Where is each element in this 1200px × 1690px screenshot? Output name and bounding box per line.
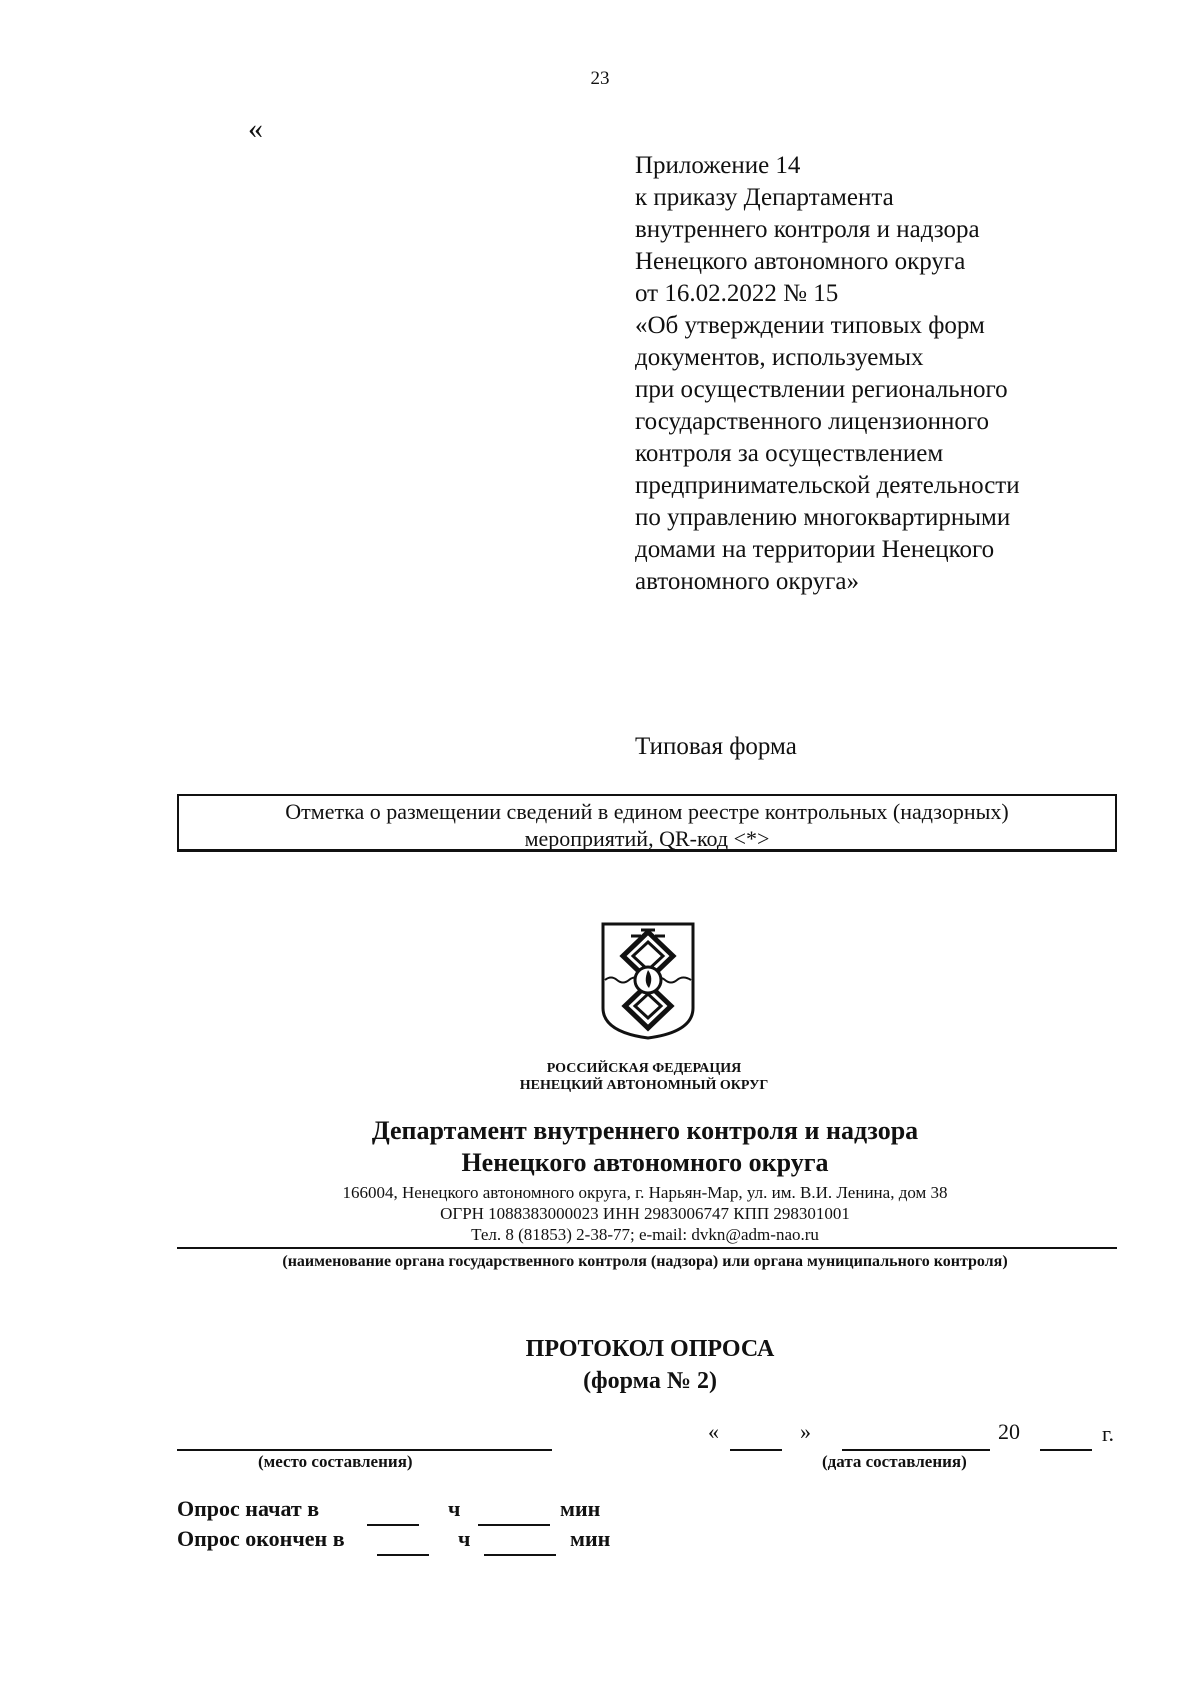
coat-of-arms-icon bbox=[601, 922, 695, 1040]
survey-start-hours-unit: ч bbox=[448, 1496, 461, 1521]
survey-start-label: Опрос начат в bbox=[177, 1496, 320, 1521]
region-name: НЕНЕЦКИЙ АВТОНОМНЫЙ ОКРУГ bbox=[519, 1078, 769, 1093]
department-title bbox=[0, 1115, 1200, 1179]
date-quote-close: » bbox=[800, 1419, 811, 1444]
date-year-field[interactable] bbox=[1040, 1449, 1092, 1451]
appendix-line: к приказу Департамента bbox=[635, 184, 894, 211]
appendix-line: от 16.02.2022 № 15 bbox=[635, 280, 839, 307]
department-line: Департамент внутреннего контроля и надзора bbox=[371, 1116, 919, 1145]
appendix-line: Приложение 14 bbox=[635, 152, 801, 179]
department-registration: ОГРН 1088383000023 ИНН 2983006747 КПП 298301001 bbox=[440, 1204, 850, 1223]
survey-start-minutes-field[interactable] bbox=[478, 1524, 550, 1526]
appendix-line: по управлению многоквартирными bbox=[635, 504, 1011, 531]
department-line: Ненецкого автономного округа bbox=[461, 1148, 829, 1177]
date-caption: (дата составления) bbox=[822, 1452, 967, 1471]
survey-start-hours-field[interactable] bbox=[367, 1524, 419, 1526]
survey-end-minutes-field[interactable] bbox=[484, 1554, 556, 1556]
qr-box-line: мероприятий, QR-код <*> bbox=[524, 826, 770, 851]
place-caption: (место составления) bbox=[258, 1452, 413, 1471]
date-day-field[interactable] bbox=[730, 1449, 782, 1451]
date-month-field[interactable] bbox=[842, 1449, 990, 1451]
date-quote-open: « bbox=[708, 1419, 719, 1444]
survey-end-minutes-unit: мин bbox=[570, 1526, 611, 1551]
appendix-line: при осуществлении регионального bbox=[635, 376, 1008, 403]
appendix-line: Ненецкого автономного округа bbox=[635, 248, 966, 275]
appendix-line: предпринимательской деятельности bbox=[635, 472, 1020, 499]
appendix-line: документов, используемых bbox=[635, 344, 924, 371]
qr-box-line: Отметка о размещении сведений в едином реестре контрольных (надзорных) bbox=[285, 799, 1009, 824]
department-address: 166004, Ненецкого автономного округа, г. Нарьян-Мар, ул. им. В.И. Ленина, дом 38 bbox=[342, 1183, 948, 1202]
place-field[interactable] bbox=[177, 1449, 552, 1451]
survey-start-minutes-unit: мин bbox=[560, 1496, 601, 1521]
opening-quote: « bbox=[248, 112, 263, 145]
date-year-prefix: 20 bbox=[998, 1419, 1020, 1444]
survey-end-hours-unit: ч bbox=[458, 1526, 471, 1551]
appendix-line: контроля за осуществлением bbox=[635, 440, 944, 467]
appendix-line: автономного округа» bbox=[635, 568, 860, 595]
date-year-suffix: г. bbox=[1102, 1421, 1115, 1446]
appendix-line: государственного лицензионного bbox=[635, 408, 990, 435]
form-type-label: Типовая форма bbox=[635, 733, 797, 760]
country-name: РОССИЙСКАЯ ФЕДЕРАЦИЯ bbox=[546, 1061, 742, 1076]
org-name-caption: (наименование органа государственного контроля (надзора) или органа муниципального контроля) bbox=[282, 1253, 1008, 1270]
appendix-line: внутреннего контроля и надзора bbox=[635, 216, 980, 243]
appendix-line: «Об утверждении типовых форм bbox=[635, 312, 985, 339]
qr-registry-box bbox=[177, 794, 1117, 852]
protocol-heading: ПРОТОКОЛ ОПРОСА bbox=[525, 1336, 775, 1362]
protocol-form-number: (форма № 2) bbox=[583, 1368, 717, 1394]
survey-end-hours-field[interactable] bbox=[377, 1554, 429, 1556]
page-number: 23 bbox=[590, 68, 610, 89]
survey-end-label: Опрос окончен в bbox=[177, 1526, 345, 1551]
appendix-line: домами на территории Ненецкого bbox=[635, 536, 995, 563]
department-details bbox=[0, 1182, 1200, 1245]
department-contacts: Тел. 8 (81853) 2-38-77; e-mail: dvkn@adm-nao.ru bbox=[471, 1225, 819, 1244]
header-divider bbox=[177, 1247, 1117, 1249]
appendix-reference bbox=[635, 150, 1155, 598]
protocol-title bbox=[0, 1333, 1200, 1397]
country-heading bbox=[0, 1060, 1200, 1094]
